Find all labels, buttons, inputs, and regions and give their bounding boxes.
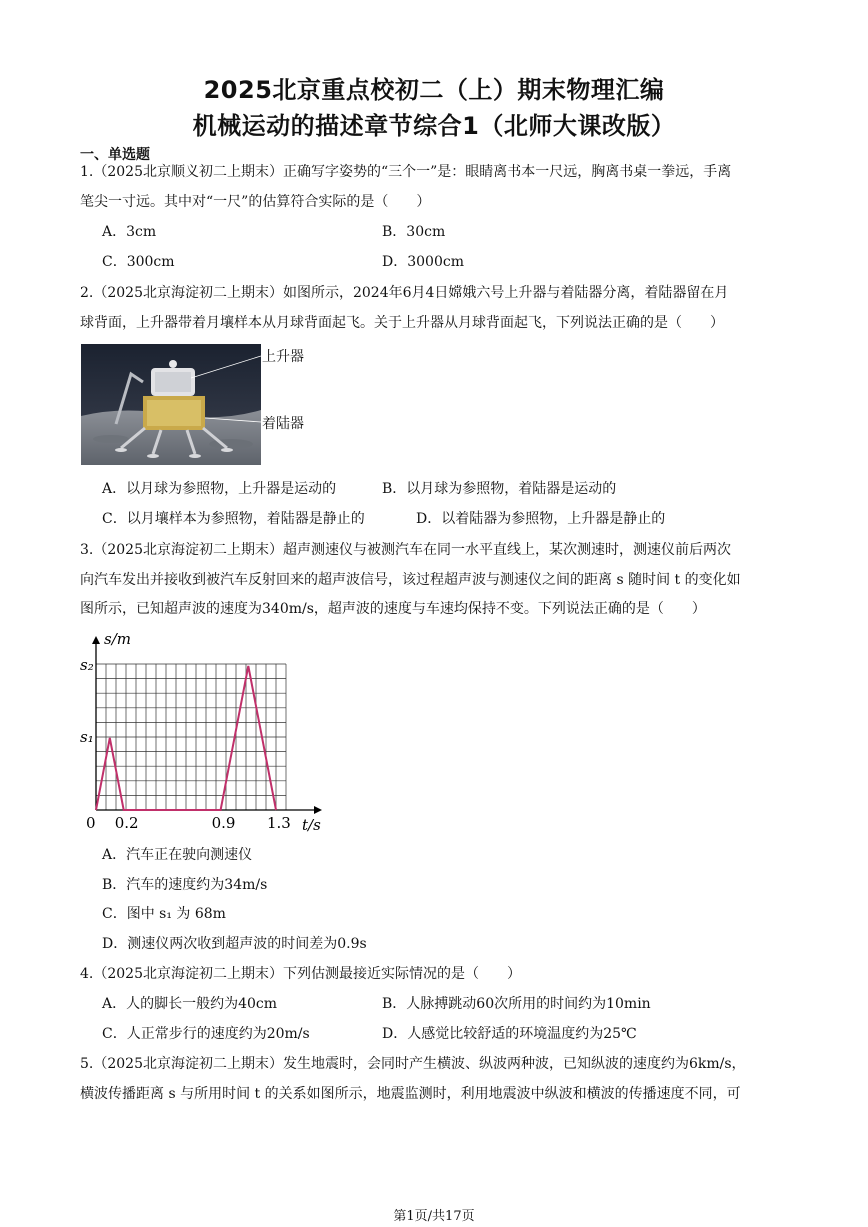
ascender-label: 上升器 [262,349,304,365]
x-axis-label: t/s [302,816,321,834]
y-tick-label: s₂ [80,656,94,674]
x-tick-label: 0 [86,814,96,832]
y-axis-label: s/m [104,630,131,648]
q1-option-b: B．30cm [382,224,446,240]
q3-option-d: D．测速仪两次收到超声波的时间差为0.9s [102,936,367,952]
q1-stem-line2: 笔尖一寸远。其中对“一尺”的估算符合实际的是（ ） [80,194,431,210]
q3-option-a: A．汽车正在驶向测速仪 [102,847,253,863]
q1-option-a: A．3cm [102,224,157,240]
q5-stem-line1: 5.（2025北京海淀初二上期末）发生地震时，会同时产生横波、纵波两种波，已知纵波的速度约为6km/s， [80,1056,746,1072]
page-title: 2025北京重点校初二（上）期末物理汇编 [203,76,665,104]
q2-stem-line1: 2.（2025北京海淀初二上期末）如图所示，2024年6月4日嫦娥六号上升器与着陆器分离，着陆器留在月 [80,285,729,301]
q1-stem-line1: 1.（2025北京顺义初二上期末）正确写字姿势的“三个一”是：眼睛离书本一尺远，胸离书桌一拳远，手离 [80,164,732,180]
q2-option-c: C．以月壤样本为参照物，着陆器是静止的 [102,511,365,527]
q2-option-a: A．以月球为参照物，上升器是运动的 [102,481,337,497]
lander-label: 着陆器 [262,416,304,432]
y-axis-arrow [92,636,100,644]
q3-stem-line2: 向汽车发出并接收到被汽车反射回来的超声波信号，该过程超声波与测速仪之间的距离 s 随时间 t 的变化如 [80,572,741,588]
q4-option-b: B．人脉搏跳动60次所用的时间约为10min [382,996,651,1012]
section-heading: 一、单选题 [80,147,150,163]
q3-stem-line3: 图所示，已知超声波的速度为340m/s，超声波的速度与车速均保持不变。下列说法正确的是（ ） [80,601,706,617]
q4-option-d: D．人感觉比较舒适的环境温度约为25℃ [382,1026,637,1042]
x-tick-label: 0.9 [211,814,236,832]
q5-stem-line2: 横波传播距离 s 与所用时间 t 的关系如图所示，地震监测时，利用地震波中纵波和横波的传播速度不同，可 [80,1086,741,1102]
q2-option-d: D．以着陆器为参照物，上升器是静止的 [416,511,666,527]
y-tick-label: s₁ [80,728,94,746]
q3-option-c: C．图中 s₁ 为 68m [102,906,226,922]
page-subtitle: 机械运动的描述章节综合1（北师大课改版） [192,112,676,140]
x-axis-arrow [314,806,322,814]
q3-option-b: B．汽车的速度约为34m/s [102,877,268,893]
q3-stem-line1: 3.（2025北京海淀初二上期末）超声测速仪与被测汽车在同一水平直线上，某次测速时，测速仪前后两次 [80,542,731,558]
q1-option-c: C．300cm [102,254,175,270]
x-tick-label: 0.2 [114,814,139,832]
distance-time-graph [78,628,328,838]
q2-option-b: B．以月球为参照物，着陆器是运动的 [382,481,617,497]
x-tick-label: 1.3 [267,814,291,832]
q4-stem-line1: 4.（2025北京海淀初二上期末）下列估测最接近实际情况的是（ ） [80,966,521,982]
lunar-lander-photo [81,344,261,465]
q2-stem-line2: 球背面，上升器带着月壤样本从月球背面起飞。关于上升器从月球背面起飞，下列说法正确的是（ ） [80,315,724,331]
q4-option-a: A．人的脚长一般约为40cm [102,996,278,1012]
q4-option-c: C．人正常步行的速度约为20m/s [102,1026,310,1042]
q1-option-d: D．3000cm [382,254,464,270]
page-footer: 第1页/共17页 [393,1209,475,1224]
